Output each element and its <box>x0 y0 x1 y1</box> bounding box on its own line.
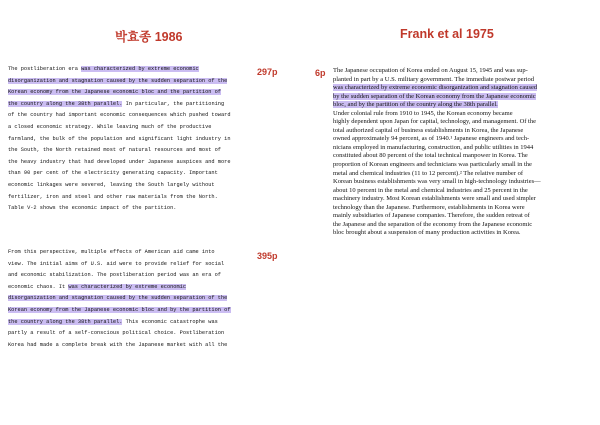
text-line <box>8 64 258 76</box>
highlighted-text: by the sudden separation of the Korean economy from the Japanese economic <box>333 92 536 100</box>
text-line <box>8 317 258 329</box>
text-line <box>8 192 258 204</box>
text-line <box>333 204 595 213</box>
text-segment: view. The initial aims of U.S. aid were to provide relief for social <box>8 260 225 267</box>
text-line <box>8 328 258 340</box>
highlighted-text: was characterized by extreme economic disorganization and stagnation caused <box>333 84 538 92</box>
text-line <box>333 178 595 187</box>
text-segment: owned approximately 94 percent, as of 1940.¹ Japanese engineers and tech- <box>333 135 530 143</box>
text-segment: Korea had made a complete break with the Japanese market with all the <box>8 341 228 348</box>
text-line <box>8 293 258 305</box>
highlighted-text: the country along the 38th parallel. <box>8 100 123 107</box>
highlighted-text: disorganization and stagnation caused by the sudden separation of the <box>8 77 228 84</box>
text-segment: the South, the North retained most of natural resources and most of <box>8 147 221 154</box>
text-line <box>8 203 258 215</box>
right-source-title: Frank et al 1975 <box>400 27 494 41</box>
text-line <box>8 99 258 111</box>
right-excerpt-text <box>333 67 595 238</box>
highlighted-text: disorganization and stagnation caused by the sudden separation of the <box>8 295 228 302</box>
right-page-label-6p: 6p <box>315 68 326 78</box>
text-segment: Korean business establishments was very small in high-technology industries— <box>333 178 541 186</box>
left-excerpt-block-1 <box>8 64 258 215</box>
text-line <box>8 247 258 259</box>
left-excerpt-block-2 <box>8 247 258 351</box>
text-line <box>8 110 258 122</box>
highlighted-text: was characterized by extreme economic <box>68 283 187 290</box>
text-line <box>333 161 595 170</box>
text-segment: of the country had important economic consequences which pushed toward <box>8 112 231 119</box>
text-line <box>333 170 595 179</box>
text-line <box>333 135 595 144</box>
text-segment: The postliberation era <box>8 66 82 72</box>
text-segment: This economic catastrophe was <box>122 318 218 325</box>
left-page-label-395p: 395p <box>257 251 278 261</box>
text-segment: farmland, the bulk of the population and significant light industry in <box>8 135 231 142</box>
text-line <box>8 340 258 352</box>
text-segment: Table V-2 shows the economic impact of the partition. <box>8 205 177 212</box>
text-segment: In particular, the partitioning <box>122 100 225 107</box>
left-page-label-297p: 297p <box>257 67 278 77</box>
text-line <box>333 101 595 110</box>
text-segment: From this perspective, multiple effects of American aid came into <box>8 249 215 255</box>
text-segment: planted in part by a U.S. military government. The immediate postwar period <box>333 75 534 83</box>
text-segment: bloc brought about a suspension of many production activities in Korea. <box>333 229 521 237</box>
text-segment: and economic stabilization. The postliberation period was an era of <box>8 272 221 279</box>
text-segment: economic linkages were severed, leaving the South largely without <box>8 181 215 188</box>
text-line <box>333 212 595 221</box>
text-line <box>333 93 595 102</box>
highlighted-text: was characterized by extreme economic <box>81 66 199 72</box>
text-segment: total authorized capital of business establishments in Korea, the Japanese <box>333 126 524 134</box>
text-segment: machinery industry. Most Korean establishments were small and used simpler <box>333 195 536 203</box>
text-line <box>333 67 595 76</box>
text-segment: highly dependent upon Japan for capital, technology, and management. Of the <box>333 118 537 126</box>
text-segment: technology than the Japanese. Furthermore, establishments in Korea were <box>333 203 525 211</box>
left-source-title: 박효종 1986 <box>115 30 183 44</box>
text-line <box>333 110 595 119</box>
text-line <box>333 76 595 85</box>
highlighted-text: Korean economy from the Japanese economic bloc and by the partition of <box>8 306 231 313</box>
text-segment: the Japanese and the separation of the economy from the Japanese economic <box>333 220 533 228</box>
text-line <box>8 305 258 317</box>
text-line <box>333 195 595 204</box>
text-line <box>333 84 595 93</box>
text-segment: fertilizer, iron and steel and other raw materials from the North. <box>8 193 218 200</box>
text-line <box>8 157 258 169</box>
text-segment: economic chaos. It <box>8 283 69 290</box>
text-segment: the heavy industry that had developed under Japanese auspices and more <box>8 158 231 165</box>
text-segment: The Japanese occupation of Korea ended on August 15, 1945 and was sup- <box>333 67 528 74</box>
text-segment: proportion of Korean engineers and technicians was particularly small in the <box>333 161 532 169</box>
text-segment: metal and chemical industries (11 to 12 percent).² The relative number of <box>333 169 524 177</box>
text-line <box>8 122 258 134</box>
text-line <box>8 180 258 192</box>
text-line <box>8 134 258 146</box>
text-line <box>8 76 258 88</box>
highlighted-text: the country along the 38th parallel. <box>8 318 123 325</box>
text-line <box>333 127 595 136</box>
text-line <box>8 168 258 180</box>
text-line <box>333 118 595 127</box>
text-segment: than 90 per cent of the electricity generating capacity. Important <box>8 170 218 177</box>
text-line <box>333 229 595 238</box>
text-segment: Under colonial rule from 1910 to 1945, the Korean economy became <box>333 109 513 117</box>
text-line <box>8 270 258 282</box>
text-segment: constituted about 80 percent of the total technical manpower in Korea. The <box>333 152 528 160</box>
text-line <box>8 87 258 99</box>
text-segment: partly a result of a self-conscious political choice. Postliberation <box>8 330 225 337</box>
text-line <box>333 221 595 230</box>
text-line <box>333 144 595 153</box>
text-line <box>333 152 595 161</box>
highlighted-text: Korean economy from the Japanese economic bloc and the partition of <box>8 89 221 96</box>
text-line <box>8 145 258 157</box>
text-segment: mainly subsidiaries of Japanese companies. Therefore, the sudden retreat of <box>333 212 530 220</box>
text-line <box>333 187 595 196</box>
text-segment: about 10 percent in the metal and chemical industries and 25 percent in the <box>333 186 528 194</box>
text-line <box>8 282 258 294</box>
highlighted-text: bloc, and by the partition of the country along the 38th parallel. <box>333 101 498 109</box>
text-segment: a closed economic strategy. While leaving much of the productive <box>8 123 212 130</box>
text-line <box>8 259 258 271</box>
text-segment: nicians employed in manufacturing, construction, and public utilities in 1944 <box>333 143 534 151</box>
